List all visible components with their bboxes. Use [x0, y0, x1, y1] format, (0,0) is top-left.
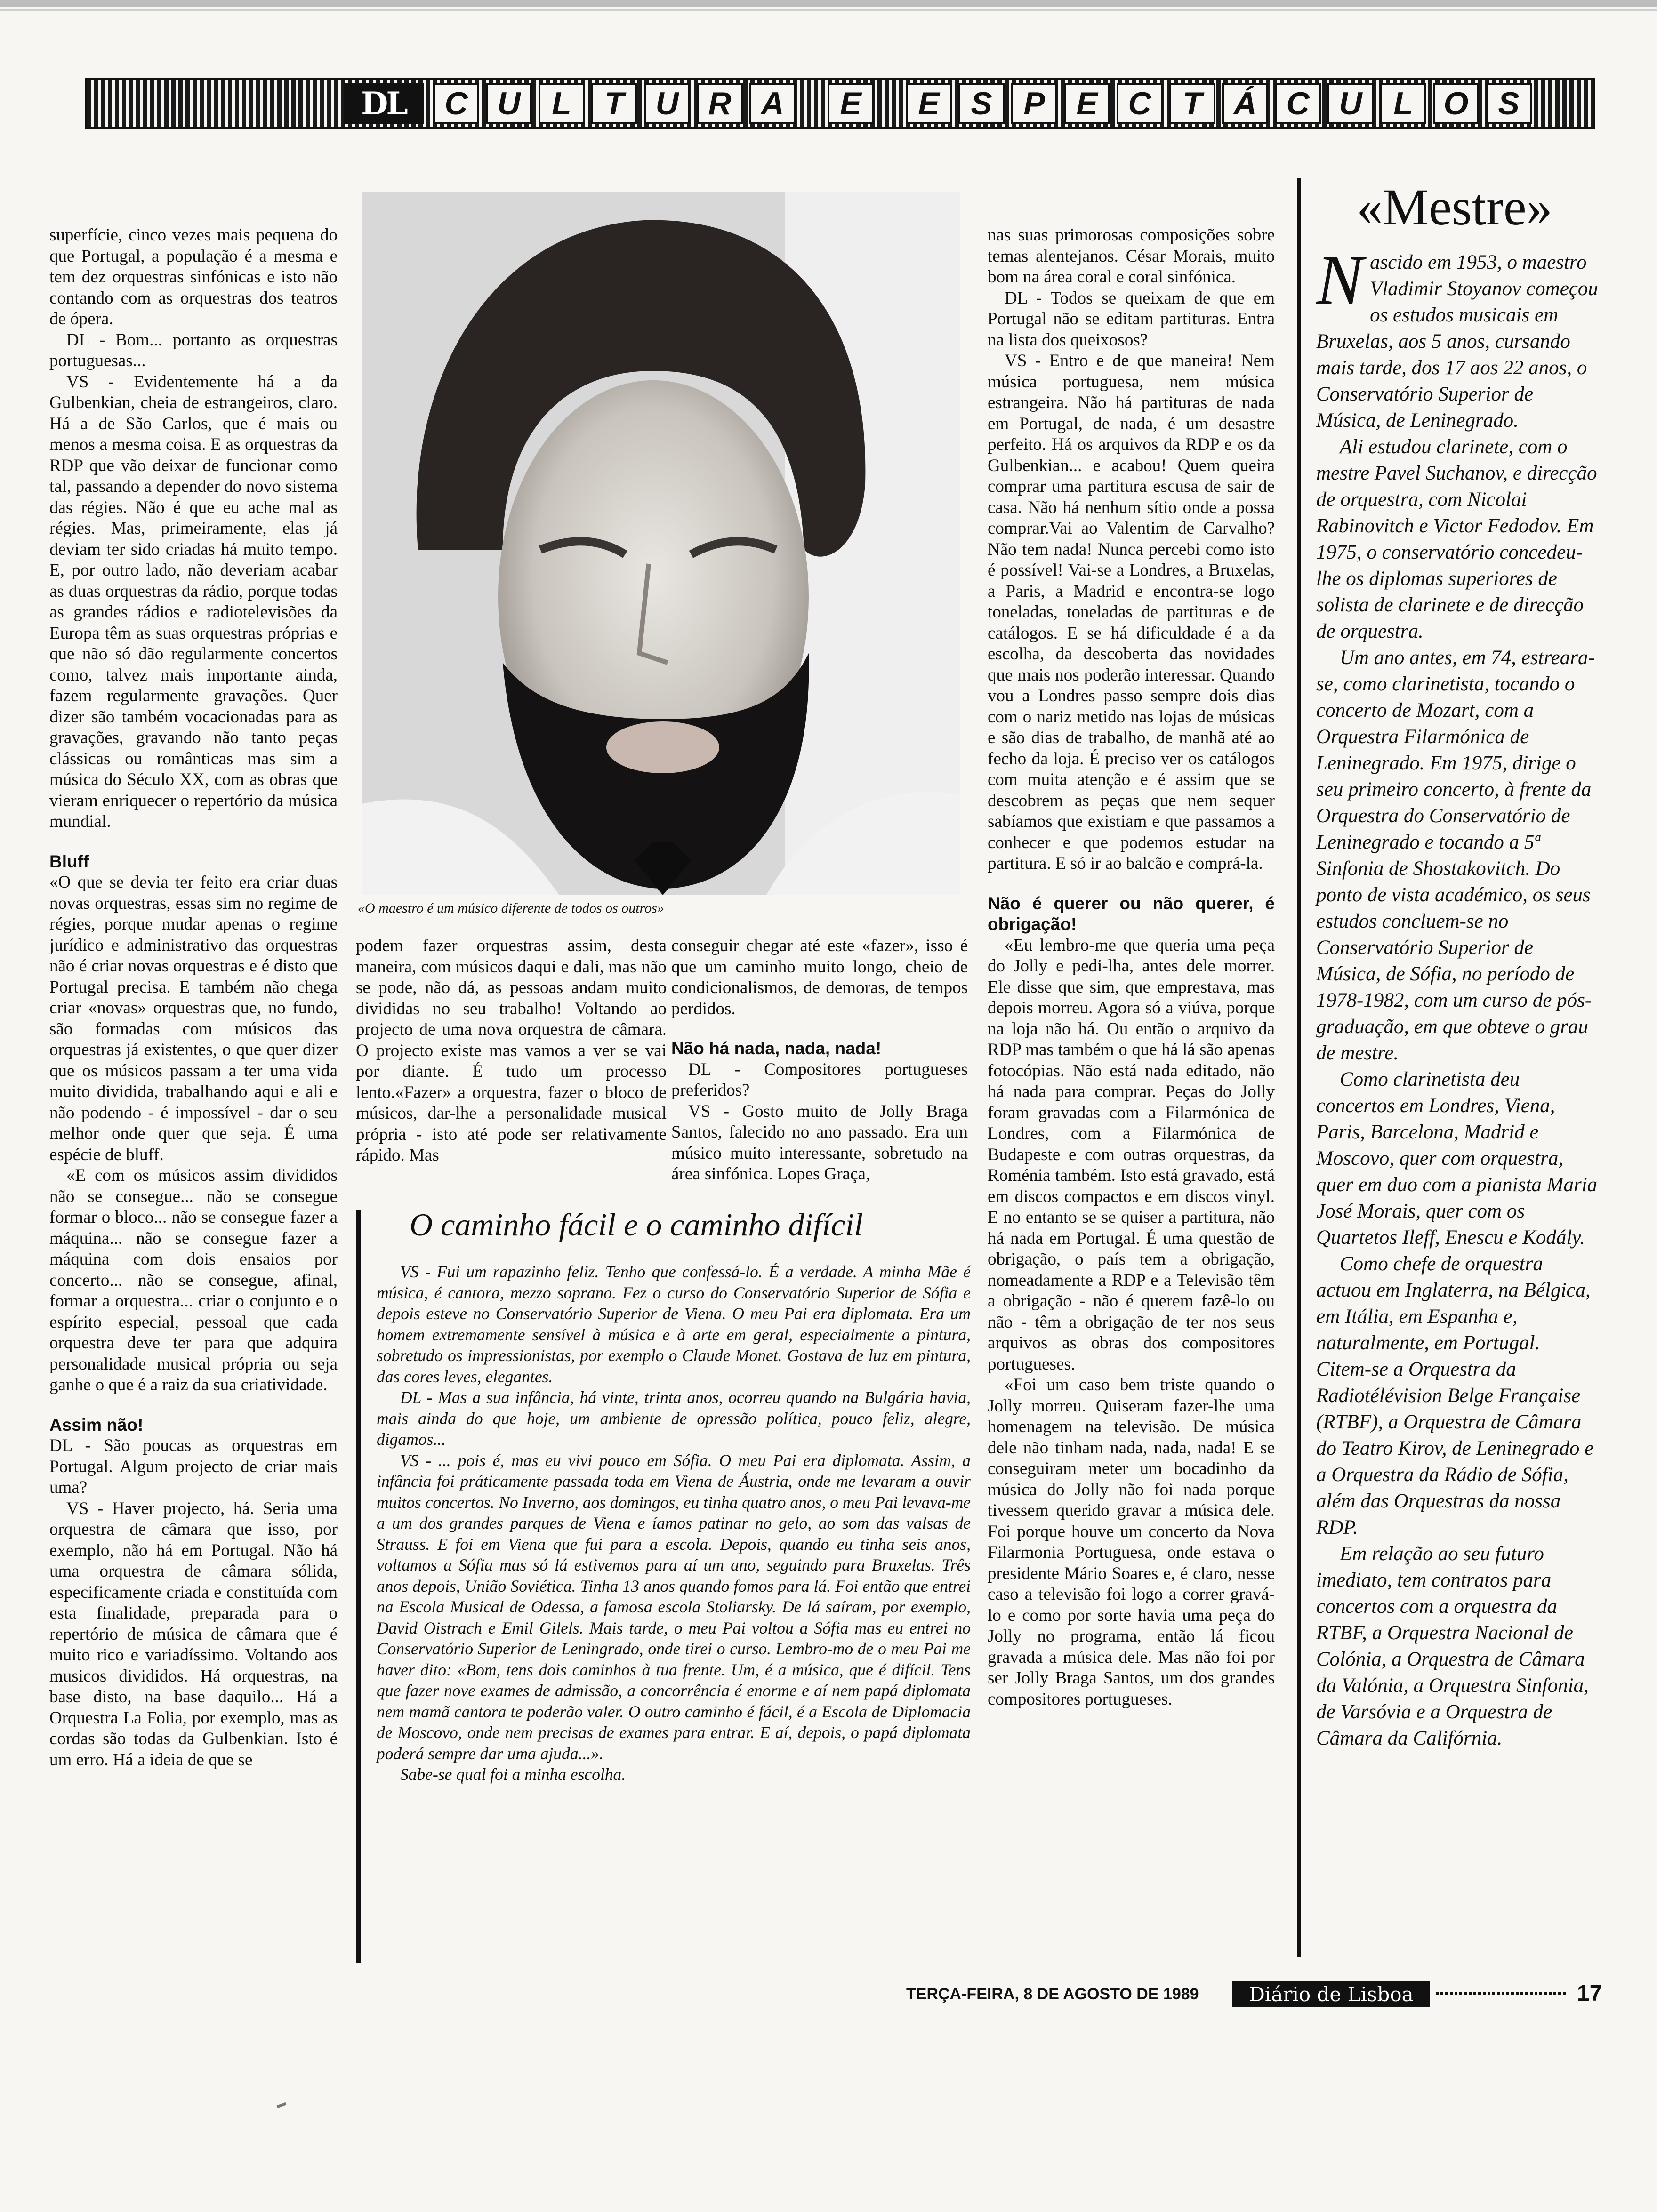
footer-rule — [1436, 1992, 1568, 1995]
section-title-letter: Á — [1222, 83, 1268, 124]
sidebar-rule — [1297, 178, 1301, 1957]
paragraph: conseguir chegar até este «fazer», isso é que um caminho muito longo, cheio de condicionalismos, de demoras, de tempos perdidos. — [671, 936, 968, 1018]
paragraph: VS - Entro e de que maneira! Nem música portuguesa, nem música estrangeira. Não há partituras de nada em Portugal, de nada, é um desastre perfeito. Há os arquivos da RDP e os da Gulbenkian... e acabou! Quem queira comprar uma partitura escusa de sair de casa. Não há nenhum sítio onde a possa comprar.Vai ao Valentim de Carvalho? Não tem nada! Nunca percebi como isto é possível! Vai-se a Londres, a Bruxelas, a Paris, a Madrid e encontra-se logo toneladas, toneladas de partituras e de catálogos. E se há dificuldade é a da escolha, da descoberta das novidades que mais nos poderão interessar. Quando vou a Londres passo sempre dois dias com o nariz metido nas lojas de músicas e são dias de trabalho, de manhã até ao fecho da loja. É preciso ver os catálogos com muita atenção e é assim que se descobrem as peças que nem sequer sabíamos que existiam e que passamos a conhecer e que podemos estudar na partitura. E só ir ao balcão e comprá-la. — [988, 351, 1275, 873]
issue-date: TERÇA-FEIRA, 8 DE AGOSTO DE 1989 — [906, 1985, 1199, 2003]
paragraph: «Eu lembro-me que queria uma peça do Jolly e pedi-lha, antes dele morrer. Ele disse que sim, que emprestava, mas depois morreu. Agora só a viúva, porque na loja não há. Ou então o arquivo da RDP mas também o que há lá são apenas fotocópias. Não está nada editado, não há nada para comprar. Peças do Jolly foram gravadas com a Filarmónica de Londres, com a Filarmónica de Budapeste e com outras orquestras, da Roménia também. Isto está gravado, está em discos compactos e em discos vinyl. E no entanto se se quiser a partitura, não há nada em Portugal. É uma questão de obrigação, o país tem a obrigação, nomeadamente a RDP e a Televisão têm a obrigação - não é querem fazê-lo ou não - têm a obrigação de ter nos seus arquivos as obras dos compositores portugueses. — [988, 935, 1275, 1374]
print-mark — [277, 2102, 287, 2108]
article-column-2 — [356, 936, 667, 1166]
section-title — [433, 83, 1538, 124]
sidebar-body — [1316, 241, 1599, 1752]
paragraph: VS - ... pois é, mas eu vivi pouco em Sófia. O meu Pai era diplomata. Assim, a infância foi práticamente passada toda em Viena de Áustria, onde me levaram a ouvir muitos concertos. No Inverno, aos domingos, eu tinha quatro anos, o meu Pai levava-me a um dos grandes parques de Viena e íamos patinar no gelo, ao som das valsas de Strauss. E foi em Viena que fui para a escola. Depois, quando eu tinha seis anos, voltamos a Sófia mas só lá estivemos para aí um ano, seguindo para Bruxelas. Três anos depois, União Soviética. Tinha 13 anos quando fomos para lá. Foi então que entrei na Escola Musical de Odessa, a famosa escola Stoliarsky. De lá saíram, por exemplo, David Oistrach e Emil Gilels. Mais tarde, o meu Pai voltou a Sófia mas eu entrei no Conservatório Superior de Leningrado, onde tirei o curso. Lembro-mo de o meu Pai me haver dito: «Bom, tens dois caminhos à tua frente. Um, é a música, que é difícil. Tens que fazer nove exames de admissão, a concorrência é enorme e aí nem papá diplomata nem mamã cantora te poderão valer. O outro caminho é fácil, é a Escola de Diplomacia de Moscovo, onde nem precisas de exames para entrar. E aí, depois, o papá diplomata poderá sempre dar uma ajuda...». — [377, 1451, 971, 1763]
subheading-assim-nao: Assim não! — [49, 1415, 144, 1435]
section-title-letter: P — [1011, 83, 1057, 124]
paragraph: DL - Mas a sua infância, há vinte, trinta anos, ocorreu quando na Bulgária havia, mais ainda do que hoje, um ambiente de opressão política, pouco feliz, alegre, digamos... — [377, 1388, 971, 1449]
paragraph: VS - Evidentemente há a da Gulbenkian, cheia de estrangeiros, claro. Há a de São Carlos, que é mais ou menos a mesma coisa. E as orquestras da RDP que vão deixar de funcionar como tal, passando a depender do novo sistema das régies. Não é que eu ache mal as régies. Mas, primeiramente, elas já deviam ter sido criadas há muito tempo. E, por outro lado, não deveriam acabar as duas orquestras da rádio, porque todas as grandes rádios e radiotelevisões da Europa têm as suas orquestras próprias e que não só dão regularmente concertos como, talvez mais importante ainda, fazem regularmente gravações. Quer dizer são também vocacionadas para as gravações, gravando não tanto peças clássicas ou românticas mas sim a música do Século XX, com as obras que vieram enriquecer o repertório da música mundial. — [49, 372, 338, 831]
section-title-letter: S — [1486, 83, 1532, 124]
paragraph-text: ascido em 1953, o maestro Vladimir Stoyanov começou os estudos musicais em Bruxelas, aos 5 anos, cursando mais tarde, dos 17 aos 22 anos, o Conservatório Superior de Música, de Leninegrado. — [1316, 251, 1598, 432]
paragraph: Ali estudou clarinete, com o mestre Pavel Suchanov, e direcção de orquestra, com Nicolai Rabinovitch e Victor Fedodov. Em 1975, o conservatório concedeu-lhe os diplomas superiores de solista de clarinete e de direcção de orquestra. — [1316, 436, 1597, 642]
paragraph: Sabe-se qual foi a minha escolha. — [400, 1765, 626, 1784]
section-title-letter: L — [1380, 83, 1426, 124]
paragraph: podem fazer orquestras assim, desta maneira, com músicos daqui e dali, mas não se pode, não dá, as pessoas andam muito divididas no seu trabalho! Voltando ao projecto de uma nova orquestra de câmara. O projecto existe mas vamos a ver se vai por diante. É tudo um processo lento.«Fazer» a orquestra, fazer o bloco de músicos, dar-lhe a personalidade musical própria - isto até pode ser relativamente rápido. Mas — [356, 936, 667, 1165]
paragraph: VS - Haver projecto, há. Seria uma orquestra de câmara que isso, por exemplo, não há em Portugal. Não há uma orquestra de câmara sólida, especificamente criada e constituída com esta finalidade, preparada para o repertório de música de câmara que é muito rico e variadíssimo. Voltando aos musicos divididos. Há orquestras, na base disto, na base daquilo... Há a Orquestra La Folia, por exemplo, mas as cordas são todas da Gulbenkian. Isto é um erro. Há a ideia de que se — [49, 1499, 338, 1770]
section-title-letter: T — [1169, 83, 1215, 124]
page-number: 17 — [1577, 1981, 1602, 2006]
paragraph: DL - Bom... portanto as orquestras portuguesas... — [49, 330, 338, 370]
section-title-letter: O — [1433, 83, 1479, 124]
boxed-article-title: O caminho fácil e o caminho difícil — [410, 1207, 863, 1242]
section-title-letter: U — [644, 83, 690, 124]
section-title-letter: U — [486, 83, 532, 124]
section-title-letter: A — [749, 83, 796, 124]
section-title-letter: E — [828, 83, 874, 124]
sidebar-title: «Mestre» — [1357, 178, 1552, 236]
section-title-letter: S — [958, 83, 1005, 124]
paragraph: «E com os músicos assim divididos não se consegue... não se consegue formar o bloco... não se consegue fazer a máquina... não se consegue fazer a máquina com dois ensaios por concerto... não se consegue, afinal, formar a orquestra... criar o conjunto e o espírito especial, pessoal que cada orquestra deve ter para que adquira personalidade musical própria ou seja ganhe o que é a raiz da sua criatividade. — [49, 1166, 338, 1395]
conductor-portrait-photo — [362, 192, 960, 895]
photo-caption: «O maestro é um músico diferente de todos os outros» — [358, 900, 664, 916]
section-title-letter: C — [1275, 83, 1321, 124]
paragraph: Como chefe de orquestra actuou em Inglaterra, na Bélgica, em Itália, em Espanha e, naturalmente, em Portugal. Citem-se a Orquestra da Radiotélévision Belge Française (RTBF), a Orquestra de Câmara do Teatro Kirov, de Leninegrado e a Orquestra da Rádio de Sófia, além das Orquestras da nossa RDP. — [1316, 1253, 1594, 1539]
section-title-gap — [802, 83, 821, 124]
section-title-letter: C — [1117, 83, 1163, 124]
section-title-letter: U — [1327, 83, 1374, 124]
article-column-1 — [49, 225, 338, 1771]
dl-logo: DL — [344, 83, 424, 124]
section-title-letter: E — [906, 83, 952, 124]
paragraph: DL - São poucas as orquestras em Portugal. Algum projecto de criar mais uma? — [49, 1436, 338, 1497]
subheading-nao-ha-nada: Não há nada, nada, nada! — [671, 1039, 882, 1058]
boxed-article-body — [377, 1261, 971, 1785]
section-title-letter: E — [1064, 83, 1110, 124]
paragraph: «O que se devia ter feito era criar duas novas orquestras, essas sim no regime de régies, porque mudar apenas o regime jurídico e administrativo das orquestras não é criar novas orquestras e é disto que Portugal precisa. E também não chega criar «novas» orquestras que, no fundo, são formadas com músicos das orquestras já existentes, o que quer dizer que os músicos passam a ter uma vida muito dividida, trabalhando aqui e ali e não podendo - é impossível - dar o seu melhor onde quer que seja. É uma espécie de bluff. — [49, 873, 338, 1164]
paragraph: Em relação ao seu futuro imediato, tem contratos para concertos com a orquestra da RTBF, a Orquestra Nacional de Colónia, a Orquestra de Câmara da Valónia, a Orquestra Sinfonia, de Varsóvia e a Orquestra de Câmara da Califórnia. — [1316, 1543, 1589, 1749]
paragraph: DL - Todos se queixam de que em Portugal não se editam partituras. Entra na lista dos queixosos? — [988, 288, 1275, 350]
newspaper-logo: Diário de Lisboa — [1232, 1981, 1430, 2007]
paragraph: «Foi um caso bem triste quando o Jolly morreu. Quiseram fazer-lhe uma homenagem na televisão. De música dele não tinham nada, nada, nada! E se conseguiram meter um bocadinho da música do Jolly não foi nada porque tivessem querido gravar a música dele. Foi porque houve um concerto da Nova Filarmonia Portuguesa, onde estava o presidente Mário Soares e, é claro, nesse caso a televisão foi logo a correr gravá-lo e como por sorte havia uma peça do Jolly no programa, então lá ficou gravada a música dele. Mas não foi por ser Jolly Braga Santos, um dos grandes compositores portugueses. — [988, 1375, 1275, 1709]
paragraph: VS - Fui um rapazinho feliz. Tenho que confessá-lo. É a verdade. A minha Mãe é música, é cantora, mezzo soprano. Fez o curso do Conservatório Superior de Sófia e depois esteve no Conservatório Superior de Viena. O meu Pai era diplomata. Era um homem extremamente sensível à música e à arte em geral, especialmente a pintura, sobretudo os impressionistas, por exemplo o Claude Monet. Gostava de luz em pintura, das cores leves, elegantes. — [377, 1262, 971, 1386]
section-title-gap — [880, 83, 899, 124]
paragraph: Um ano antes, em 74, estreara-se, como clarinetista, tocando o concerto de Mozart, com a Orquestra Filarmónica de Leninegrado. Em 1975, dirige o seu primeiro concerto, à frente da Orquestra do Conservatório de Leninegrado e tocando a 5ª Sinfonia de Shostakovitch. Do ponto de vista académico, os seus estudos concluem-se no Conservatório Superior de Música, de Sófia, no período de 1978-1982, com um curso de pós-graduação, em que obteve o grau de mestre. — [1316, 647, 1595, 1064]
paragraph: Como clarinetista deu concertos em Londres, Viena, Paris, Barcelona, Madrid e Moscovo, quer com orquestra, quer em duo com a pianista Maria José Morais, quer com os Quartetos Ileff, Enescu e Kodály. — [1316, 1068, 1598, 1249]
paragraph: superfície, cinco vezes mais pequena do que Portugal, a população é a mesma e tem dez orquestras sinfónicas e isto não contando com as orquestras dos teatros de ópera. — [49, 225, 338, 329]
article-column-3 — [671, 936, 968, 1185]
top-border — [0, 0, 1657, 7]
paragraph: DL - Compositores portugueses preferidos? — [671, 1059, 968, 1100]
section-title-letter: R — [697, 83, 743, 124]
section-title-letter: C — [433, 83, 479, 124]
boxed-article-rule — [356, 1210, 361, 1963]
paragraph — [1316, 241, 1599, 434]
top-border-thin — [0, 9, 1657, 11]
paragraph: VS - Gosto muito de Jolly Braga Santos, falecido no ano passado. Era um músico muito interessante, sobretudo na área sinfónica. Lopes Graça, — [671, 1101, 968, 1184]
section-title-letter: T — [591, 83, 637, 124]
section-title-letter: L — [539, 83, 585, 124]
drop-cap: N — [1316, 241, 1364, 319]
subheading-obrigacao: Não é querer ou não querer, é obrigação! — [988, 893, 1275, 934]
paragraph: nas suas primorosas composições sobre temas alentejanos. César Morais, muito bom na área coral e coral sinfónica. — [988, 225, 1275, 287]
article-column-4 — [988, 225, 1275, 1710]
subheading-bluff: Bluff — [49, 851, 89, 871]
